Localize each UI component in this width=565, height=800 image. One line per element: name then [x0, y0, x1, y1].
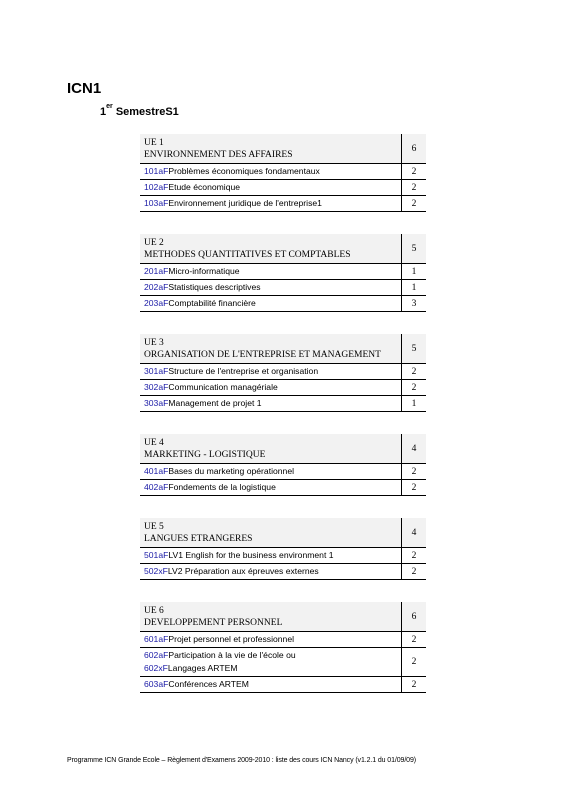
course-line — [144, 181, 397, 194]
course-credits: 2 — [401, 380, 426, 395]
ue-credits: 6 — [401, 602, 426, 631]
ue-header — [140, 234, 426, 264]
course-row — [140, 632, 426, 648]
course-text — [140, 396, 401, 411]
ue-header — [140, 134, 426, 164]
course-line — [144, 197, 397, 210]
course-text — [140, 464, 401, 479]
course-credits: 2 — [401, 548, 426, 563]
course-text — [140, 648, 401, 676]
course-name: Problèmes économiques fondamentaux — [168, 166, 320, 176]
ue-title: METHODES QUANTITATIVES ET COMPTABLES — [144, 250, 351, 260]
course-name: Statistiques descriptives — [168, 282, 261, 292]
ue-title: ENVIRONNEMENT DES AFFAIRES — [144, 150, 293, 160]
course-row — [140, 296, 426, 312]
semester-title — [100, 103, 179, 118]
course-code: 202aF — [144, 282, 169, 292]
course-code: 103aF — [144, 198, 169, 208]
course-credits: 2 — [401, 196, 426, 211]
course-text — [140, 196, 401, 211]
course-code: 502xF — [144, 566, 168, 576]
course-line — [144, 649, 397, 662]
ue-credits: 5 — [401, 234, 426, 263]
course-row — [140, 564, 426, 580]
course-credits: 2 — [401, 364, 426, 379]
course-name: Communication managériale — [168, 382, 278, 392]
course-row — [140, 164, 426, 180]
ue-header-text — [140, 518, 401, 547]
ue-table — [140, 518, 426, 580]
course-name: Conférences ARTEM — [168, 679, 249, 689]
course-name: Projet personnel et professionnel — [168, 634, 295, 644]
course-line — [144, 381, 397, 394]
ue-header — [140, 518, 426, 548]
course-credits: 2 — [401, 480, 426, 495]
ue-header — [140, 602, 426, 632]
ue-code: UE 6 — [144, 606, 164, 616]
course-credits: 2 — [401, 632, 426, 647]
course-text — [140, 677, 401, 692]
course-code: 303aF — [144, 398, 169, 408]
ue-title: DEVELOPPEMENT PERSONNEL — [144, 618, 283, 628]
course-code: 203aF — [144, 298, 169, 308]
ue-table — [140, 602, 426, 693]
course-line — [144, 265, 397, 278]
course-text — [140, 296, 401, 311]
course-row — [140, 380, 426, 396]
ue-credits: 5 — [401, 334, 426, 363]
course-name: Bases du marketing opérationnel — [168, 466, 295, 476]
semester-ordinal-suffix: er — [106, 103, 113, 110]
course-credits: 2 — [401, 164, 426, 179]
semester-label: SemestreS1 — [115, 106, 179, 118]
course-text — [140, 180, 401, 195]
course-code: 302aF — [144, 382, 169, 392]
course-code: 301aF — [144, 366, 169, 376]
course-code: 401aF — [144, 466, 169, 476]
ue-code: UE 1 — [144, 138, 164, 148]
course-line — [144, 397, 397, 410]
course-row — [140, 548, 426, 564]
course-text — [140, 264, 401, 279]
course-line — [144, 662, 397, 675]
course-name: Environnement juridique de l'entreprise1 — [168, 198, 322, 208]
course-line — [144, 565, 397, 578]
course-row — [140, 196, 426, 212]
course-name: Fondements de la logistique — [168, 482, 276, 492]
course-line — [144, 165, 397, 178]
course-credits: 2 — [401, 564, 426, 579]
ue-credits: 6 — [401, 134, 426, 163]
ue-code: UE 2 — [144, 238, 164, 248]
course-row — [140, 180, 426, 196]
course-name: Etude économique — [168, 182, 241, 192]
ue-code: UE 5 — [144, 522, 164, 532]
course-text — [140, 164, 401, 179]
ue-credits: 4 — [401, 434, 426, 463]
ue-code: UE 4 — [144, 438, 164, 448]
course-name: LV2 Préparation aux épreuves externes — [167, 566, 319, 576]
course-text — [140, 364, 401, 379]
course-row — [140, 364, 426, 380]
ue-header-text — [140, 434, 401, 463]
ue-header-text — [140, 134, 401, 163]
semester-ordinal: 1 — [100, 106, 107, 118]
ue-header — [140, 434, 426, 464]
course-text — [140, 564, 401, 579]
ue-table — [140, 334, 426, 412]
course-code: 501aF — [144, 550, 169, 560]
ue-table — [140, 134, 426, 212]
ue-title: MARKETING - LOGISTIQUE — [144, 450, 266, 460]
course-code: 601aF — [144, 634, 169, 644]
course-name: Langages ARTEM — [167, 663, 238, 673]
course-line — [144, 678, 397, 691]
ue-title: LANGUES ETRANGERES — [144, 534, 253, 544]
course-line — [144, 465, 397, 478]
course-credits: 1 — [401, 264, 426, 279]
course-text — [140, 480, 401, 495]
course-row — [140, 648, 426, 677]
course-credits: 2 — [401, 180, 426, 195]
course-credits: 2 — [401, 677, 426, 692]
course-code: 602xF — [144, 663, 168, 673]
course-credits: 1 — [401, 280, 426, 295]
course-name: Micro-informatique — [168, 266, 240, 276]
course-credits: 2 — [401, 464, 426, 479]
ue-header-text — [140, 334, 401, 363]
ue-header-text — [140, 602, 401, 631]
course-row — [140, 264, 426, 280]
course-code: 402aF — [144, 482, 169, 492]
course-code: 602aF — [144, 650, 169, 660]
course-line — [144, 481, 397, 494]
ue-title: ORGANISATION DE L'ENTREPRISE ET MANAGEMENT — [144, 350, 381, 360]
course-row — [140, 396, 426, 412]
course-row — [140, 280, 426, 296]
course-line — [144, 365, 397, 378]
ue-header — [140, 334, 426, 364]
program-title: ICN1 — [67, 80, 102, 97]
course-name: Structure de l'entreprise et organisation — [168, 366, 319, 376]
course-line — [144, 297, 397, 310]
course-code: 101aF — [144, 166, 169, 176]
ue-table — [140, 234, 426, 312]
course-credits: 3 — [401, 296, 426, 311]
course-credits: 2 — [401, 648, 426, 676]
ue-header-text — [140, 234, 401, 263]
ue-code: UE 3 — [144, 338, 164, 348]
course-name: Participation à la vie de l'école ou — [168, 650, 296, 660]
course-code: 102aF — [144, 182, 169, 192]
course-credits: 1 — [401, 396, 426, 411]
course-row — [140, 480, 426, 496]
course-text — [140, 548, 401, 563]
course-text — [140, 280, 401, 295]
course-name: LV1 English for the business environment 1 — [168, 550, 334, 560]
course-line — [144, 633, 397, 646]
course-line — [144, 549, 397, 562]
course-line — [144, 281, 397, 294]
course-code: 201aF — [144, 266, 169, 276]
course-name: Comptabilité financière — [168, 298, 256, 308]
course-text — [140, 380, 401, 395]
course-row — [140, 464, 426, 480]
ue-tables — [140, 134, 426, 715]
footer: Programme ICN Grande Ecole – Règlement d'Examens 2009-2010 : liste des cours ICN Nancy (v1.2.1 du 01/09/09) — [67, 757, 416, 764]
ue-table — [140, 434, 426, 496]
ue-credits: 4 — [401, 518, 426, 547]
course-name: Management de projet 1 — [168, 398, 262, 408]
course-row — [140, 677, 426, 693]
course-text — [140, 632, 401, 647]
course-code: 603aF — [144, 679, 169, 689]
